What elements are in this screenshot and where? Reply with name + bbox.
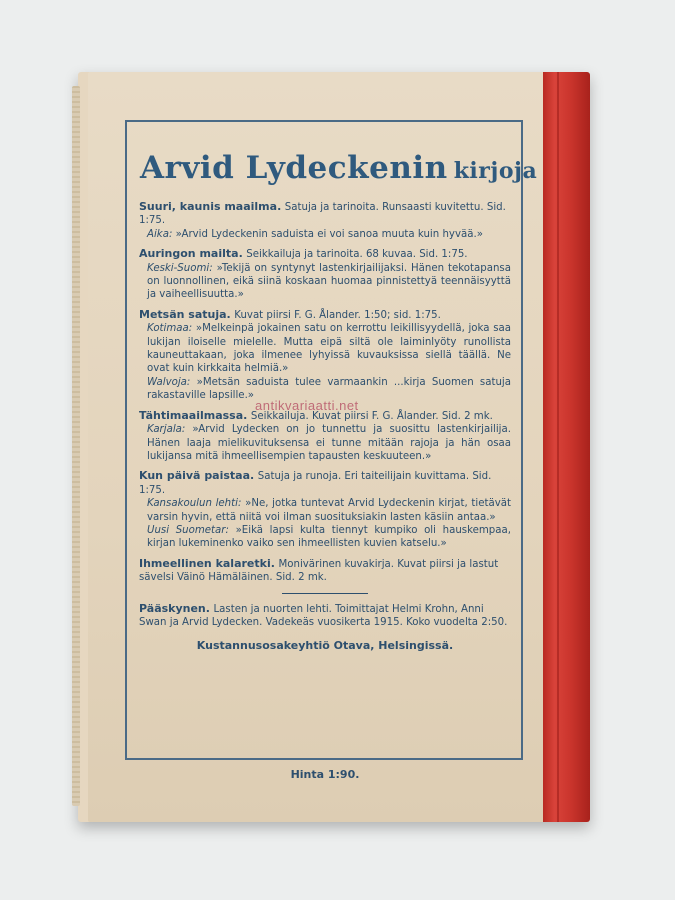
book-entry [139,308,511,403]
book-title: Metsän satuja. [139,307,231,321]
magazine-entry [139,602,511,630]
review-text: »Tekijä on syntynyt lastenkirjailijaksi. Hänen tekotapansa on luonnollinen, eikä siinä koskaan huomaa pinnistettyä teennäisyyttä ja vaiheellisuutta.» [147,262,511,301]
review-quote [139,262,511,302]
section-divider [282,593,368,594]
book-description: Satuja ja runoja. Eri taiteilijain kuvittama. Sid. 1:75. [139,471,492,496]
watermark: antikvariaatti.net [255,398,359,413]
book-description: Monivärinen kuvakirja. Kuvat piirsi ja lastut sävelsi Väinö Hämäläinen. Sid. 2 mk. [139,558,499,584]
book-title: Tähtimaailmassa. [139,408,248,422]
book-description: Seikkailuja ja tarinoita. 68 kuvaa. Sid. 1:75. [246,249,468,261]
entry-heading [139,200,511,228]
title-sub: kirjoja [453,158,538,184]
book-description: Kuvat piirsi F. G. Ålander. 1:50; sid. 1:75. [234,309,441,321]
review-quote [139,322,511,376]
review-source: Keski-Suomi: [147,262,213,274]
review-source: Kotimaa: [147,323,193,335]
book-entry [139,200,511,241]
review-text: »Melkeinpä jokainen satu on kerrottu leikillisyydellä, joka saa lukijan iloiselle mielelle. Mutta eipä siltä ole laiminlyöty runollista kauneuttakaan, joka ilmenee lyhyissä kuvauksissa siellä täällä. Ne ovat kuin kirkkaita helmiä.» [147,323,511,375]
book-entry [139,557,511,585]
book-title: Auringon mailta. [139,247,243,261]
review-quote [139,524,511,551]
review-source: Aika: [147,228,173,240]
book-description: Seikkailuja. Kuvat piirsi F. G. Ålander. Sid. 2 mk. [250,410,493,422]
entry-heading [139,469,511,497]
book-title: Suuri, kaunis maailma. [139,200,282,213]
book-list [139,200,511,653]
review-source: Walvoja: [147,376,191,388]
magazine-description: Lasten ja nuorten lehti. Toimittajat Helmi Krohn, Anni Swan ja Arvid Lydecken. Vadekeäs vuosikerta 1915. Koko vuodelta 2:50. [139,603,508,628]
book-entry [139,247,511,302]
review-text: »Arvid Lydecken on jo tunnettu ja suosittu lastenkirjailija. Hänen laaja mielikuvituksensa ei tunne mitään rajoja ja hän osaa lukijansa mitä ihmeellisempien tapausten keskuuteen.» [147,424,511,462]
cover-title [140,150,538,186]
entry-heading [139,247,511,261]
title-main: Arvid Lydeckenin [140,150,448,186]
review-quote [139,497,511,524]
review-source: Uusi Suometar: [147,524,229,536]
magazine-heading [139,602,511,630]
review-text: »Eikä lapsi kulta tiennyt kumpiko oli hauskempaa, kirjan lukeminenko vaiko sen ihmeellisten kuvien katselu.» [147,524,511,550]
spine-fold [557,72,559,822]
review-text: »Metsän saduista tulee varmaankin ...kirja Suomen satuja rakastaville lapsille.» [147,376,511,402]
review-quote [139,423,511,463]
review-text: »Ne, jotka tuntevat Arvid Lydeckenin kirjat, tietävät varsin hyvin, että niitä voi ilman suosituksiakin lasten käsiin antaa.» [147,498,512,523]
entry-heading [139,557,511,585]
book-description: Satuja ja tarinoita. Runsaasti kuvitettu. Sid. 1:75. [139,202,506,227]
red-spine [543,72,590,822]
entry-heading [139,308,511,322]
book-title: Ihmeellinen kalaretki. [139,556,275,570]
review-source: Karjala: [147,424,186,436]
book-entry [139,469,511,550]
price-label: Hinta 1:90. [290,768,360,781]
book-title: Kun päivä paistaa. [139,469,255,483]
review-text: »Arvid Lydeckenin saduista ei voi sanoa muuta kuin hyvää.» [175,228,483,240]
magazine-title: Pääskynen. [139,601,210,615]
page-edges [72,86,80,806]
book-entry [139,409,511,464]
review-quote [139,228,511,241]
review-source: Kansakoulun lehti: [147,498,242,510]
publisher-line: Kustannusosakeyhtiö Otava, Helsingissä. [196,639,454,653]
